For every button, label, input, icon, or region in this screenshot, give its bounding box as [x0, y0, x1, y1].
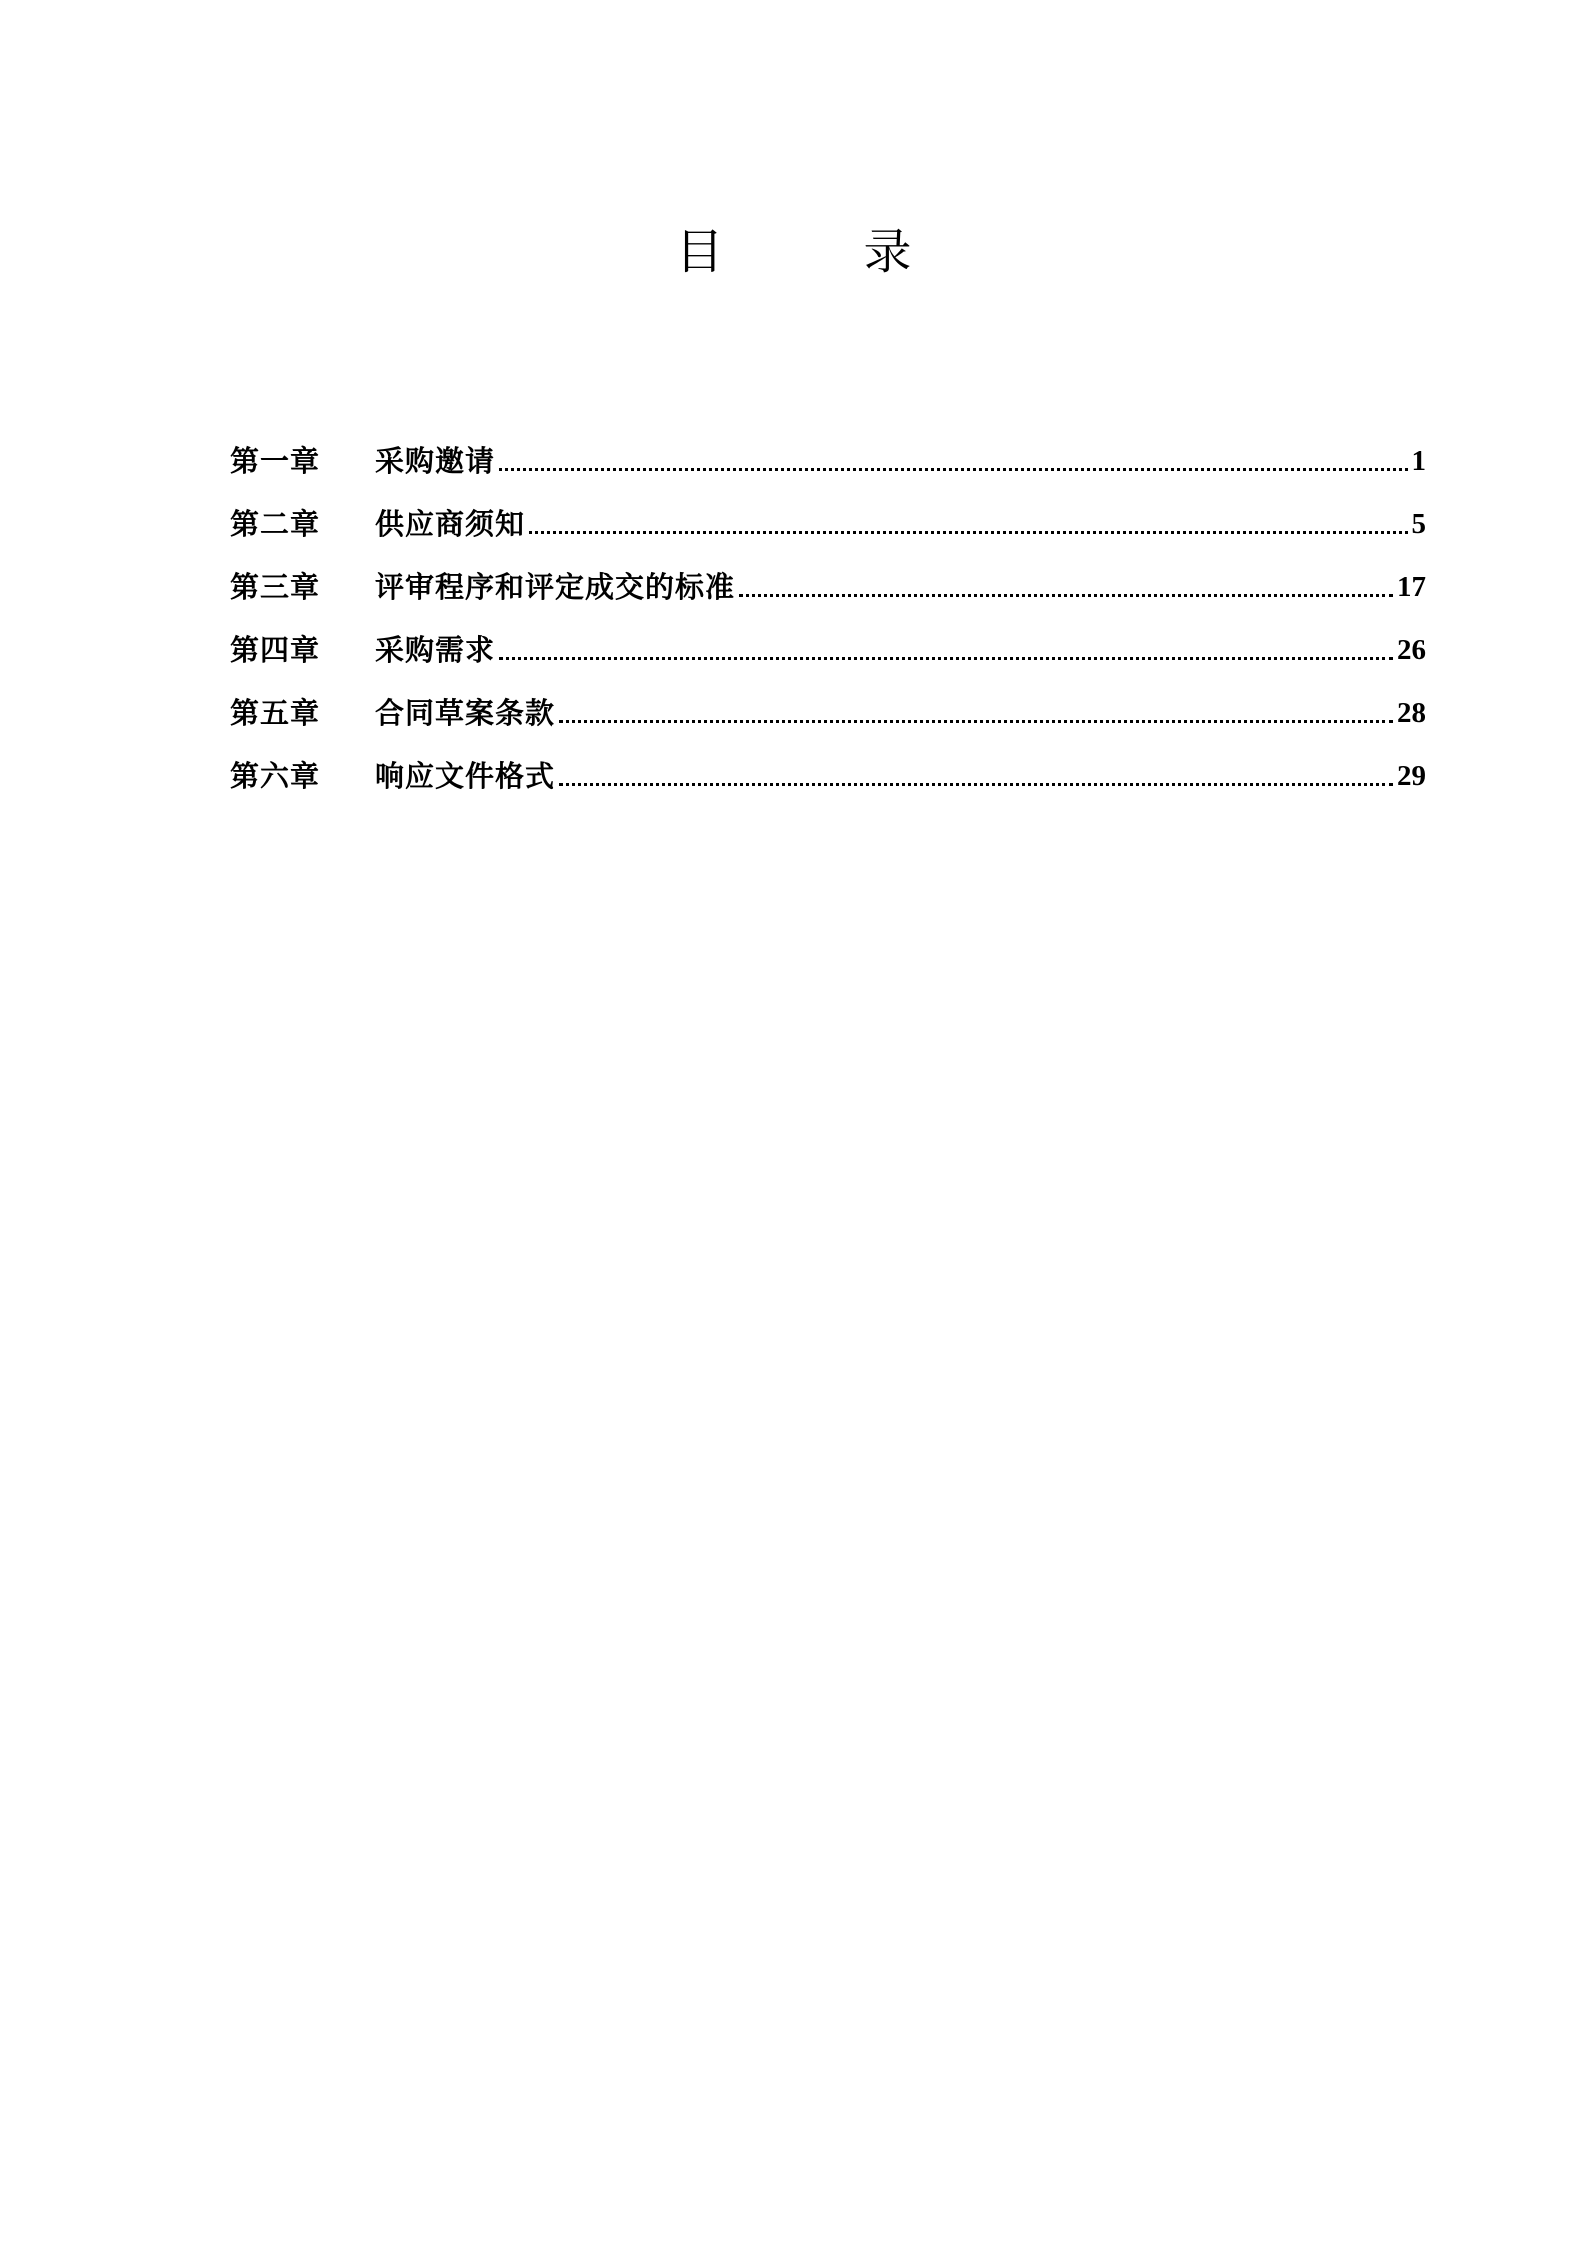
toc-chapter-number: 第四章 [230, 633, 321, 667]
toc-page-number: 17 [1397, 571, 1426, 603]
toc-entry-chapter-1[interactable] [230, 418, 1426, 481]
toc-chapter-title: 评审程序和评定成交的标准 [375, 570, 736, 604]
toc-entry-chapter-6[interactable] [230, 733, 1426, 796]
toc-dot-leader [739, 567, 1393, 607]
toc-chapter-number: 第三章 [230, 570, 321, 604]
toc-chapter-title: 响应文件格式 [375, 759, 556, 793]
toc-title-char-2: 录 [863, 224, 912, 281]
toc-page-number: 28 [1397, 697, 1426, 729]
toc-chapter-number: 第一章 [230, 444, 321, 478]
toc-page-number: 26 [1397, 634, 1426, 666]
toc-title-char-1: 目 [675, 224, 724, 281]
toc-chapter-title: 供应商须知 [375, 507, 526, 541]
toc-entry-chapter-2[interactable] [230, 481, 1426, 544]
toc-chapter-number: 第六章 [230, 759, 321, 793]
toc-page-number: 5 [1411, 508, 1426, 540]
toc-dot-leader [529, 504, 1407, 544]
toc-entry-chapter-3[interactable] [230, 544, 1426, 607]
toc-page-number: 29 [1397, 760, 1426, 792]
toc-dot-leader [559, 756, 1393, 796]
toc-chapter-number: 第五章 [230, 696, 321, 730]
toc-title [0, 222, 1587, 282]
toc-dot-leader [499, 441, 1407, 481]
toc-chapter-title: 合同草案条款 [375, 696, 556, 730]
toc-dot-leader [559, 693, 1393, 733]
toc-entry-chapter-5[interactable] [230, 670, 1426, 733]
toc-dot-leader [499, 630, 1393, 670]
toc-chapter-title: 采购邀请 [375, 444, 496, 478]
toc-entry-chapter-4[interactable] [230, 607, 1426, 670]
table-of-contents [230, 418, 1426, 796]
toc-chapter-title: 采购需求 [375, 633, 496, 667]
toc-page-number: 1 [1411, 445, 1426, 477]
toc-chapter-number: 第二章 [230, 507, 321, 541]
